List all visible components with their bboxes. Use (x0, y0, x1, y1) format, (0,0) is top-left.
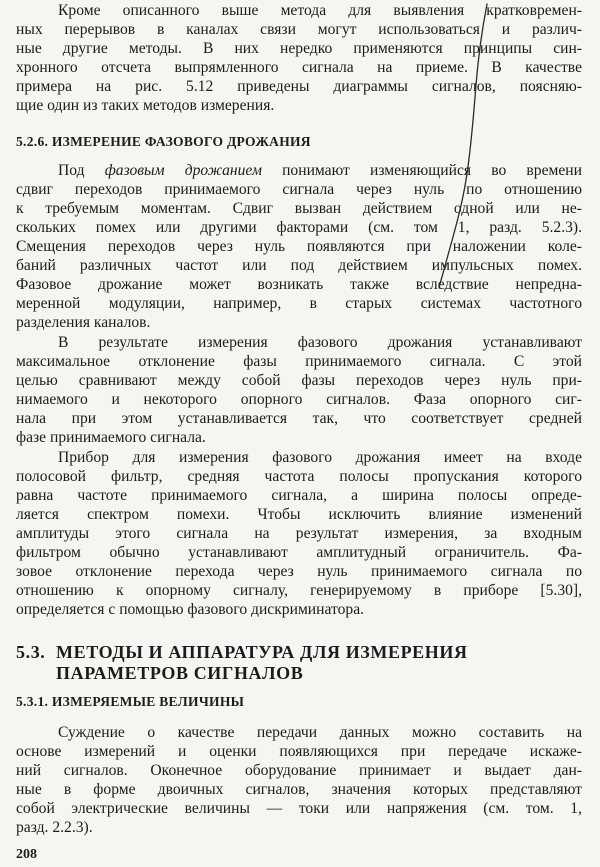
text-line: Фазовое дрожание может возникать также вследствие непредна- (16, 276, 582, 293)
text-line: основе измерений и оценки появляющихся при передаче искаже- (16, 743, 582, 760)
text-line: собой электрические величины — токи или напряжения (см. том. 1, (16, 800, 582, 817)
text-line: хронного отсчета выпрямленного сигнала на приеме. В качестве (16, 59, 582, 76)
text-line: целью сравнивают между собой фазы переходов через нуль при- (16, 372, 582, 389)
text-line: Прибор для измерения фазового дрожания имеет на входе (58, 449, 582, 466)
text-line: Суждение о качестве передачи данных можно составить на (58, 724, 582, 741)
text-line: ных перерывов в каналах связи могут использоваться и различ- (16, 21, 582, 38)
text-line: к требуемым моментам. Сдвиг вызван действием одной или не- (16, 200, 582, 217)
text-line: определяется с помощью фазового дискриминатора. (16, 601, 365, 618)
text-line: фильтром обычно устанавливают амплитудный ограничитель. Фа- (16, 544, 582, 561)
text-line: Кроме описанного выше метода для выявления кратковремен- (58, 2, 582, 19)
text-line: фазе принимаемого сигнала. (16, 429, 206, 446)
text-line: щие один из таких методов измерения. (16, 97, 275, 114)
text-line: В результате измерения фазового дрожания устанавливают (58, 334, 582, 351)
text-line: ные другие методы. В них нередко применяются принципы син- (16, 40, 582, 57)
text-line: равна частоте принимаемого сигнала, а ширина полосы опреде- (16, 487, 582, 504)
text-line: зовое отклонение перехода через нуль принимаемого сигнала по (16, 563, 582, 580)
text-segment: Под (58, 162, 105, 179)
section-number: 5.3. (16, 642, 46, 662)
text-line: максимальное отклонение фазы принимаемого сигнала. С этой (16, 353, 582, 370)
text-line: нала при этом устанавливается так, что соответствует средней (16, 410, 582, 427)
defined-term: фазовым дрожанием (104, 162, 262, 179)
text-line: меренной модуляции, например, в старых системах частотного (16, 295, 582, 312)
text-segment: понимают изменяющийся во времени (261, 162, 582, 179)
text-line: разд. 2.2.3). (16, 819, 93, 836)
section-title-line: МЕТОДЫ И АППАРАТУРА ДЛЯ ИЗМЕРЕНИЯ (56, 642, 468, 662)
text-line: скольких помех или другими факторами (см. том 1, разд. 5.2.3). (16, 219, 582, 236)
section-heading-5-3-1: 5.3.1. ИЗМЕРЯЕМЫЕ ВЕЛИЧИНЫ (16, 694, 245, 709)
text-line: ляется спектром помехи. Чтобы исключить влияние изменений (16, 506, 582, 523)
text-line: баний различных частот или под действием импульсных помех. (16, 257, 582, 274)
section-title-line: ПАРАМЕТРОВ СИГНАЛОВ (56, 663, 304, 683)
text-line: разделения каналов. (16, 314, 151, 331)
section-heading-5-2-6: 5.2.6. ИЗМЕРЕНИЕ ФАЗОВОГО ДРОЖАНИЯ (16, 134, 311, 149)
page-number: 208 (16, 847, 37, 862)
text-line: ные в форме двоичных сигналов, значения которых представляют (16, 781, 582, 798)
text-line: нимаемого и некоторого опорного сигналов. Фаза опорного сиг- (16, 391, 582, 408)
text-line: примера на рис. 5.12 приведены диаграммы сигналов, поясняю- (16, 78, 582, 95)
text-line: Смещения переходов через нуль появляются при наложении коле- (16, 238, 582, 255)
text-line: отношению к опорному сигналу, генерируемому в приборе [5.30], (16, 582, 582, 599)
pen-mark (0, 0, 600, 340)
text-line: полосовой фильтр, средняя частота полосы пропускания которого (16, 468, 582, 485)
text-line: ний сигналов. Оконечное оборудование принимает и выдает дан- (16, 762, 582, 779)
text-line: сдвиг переходов принимаемого сигнала через нуль по отношению (16, 181, 582, 198)
text-line: амплитуды этого сигнала на результат измерения, за входным (16, 525, 582, 542)
